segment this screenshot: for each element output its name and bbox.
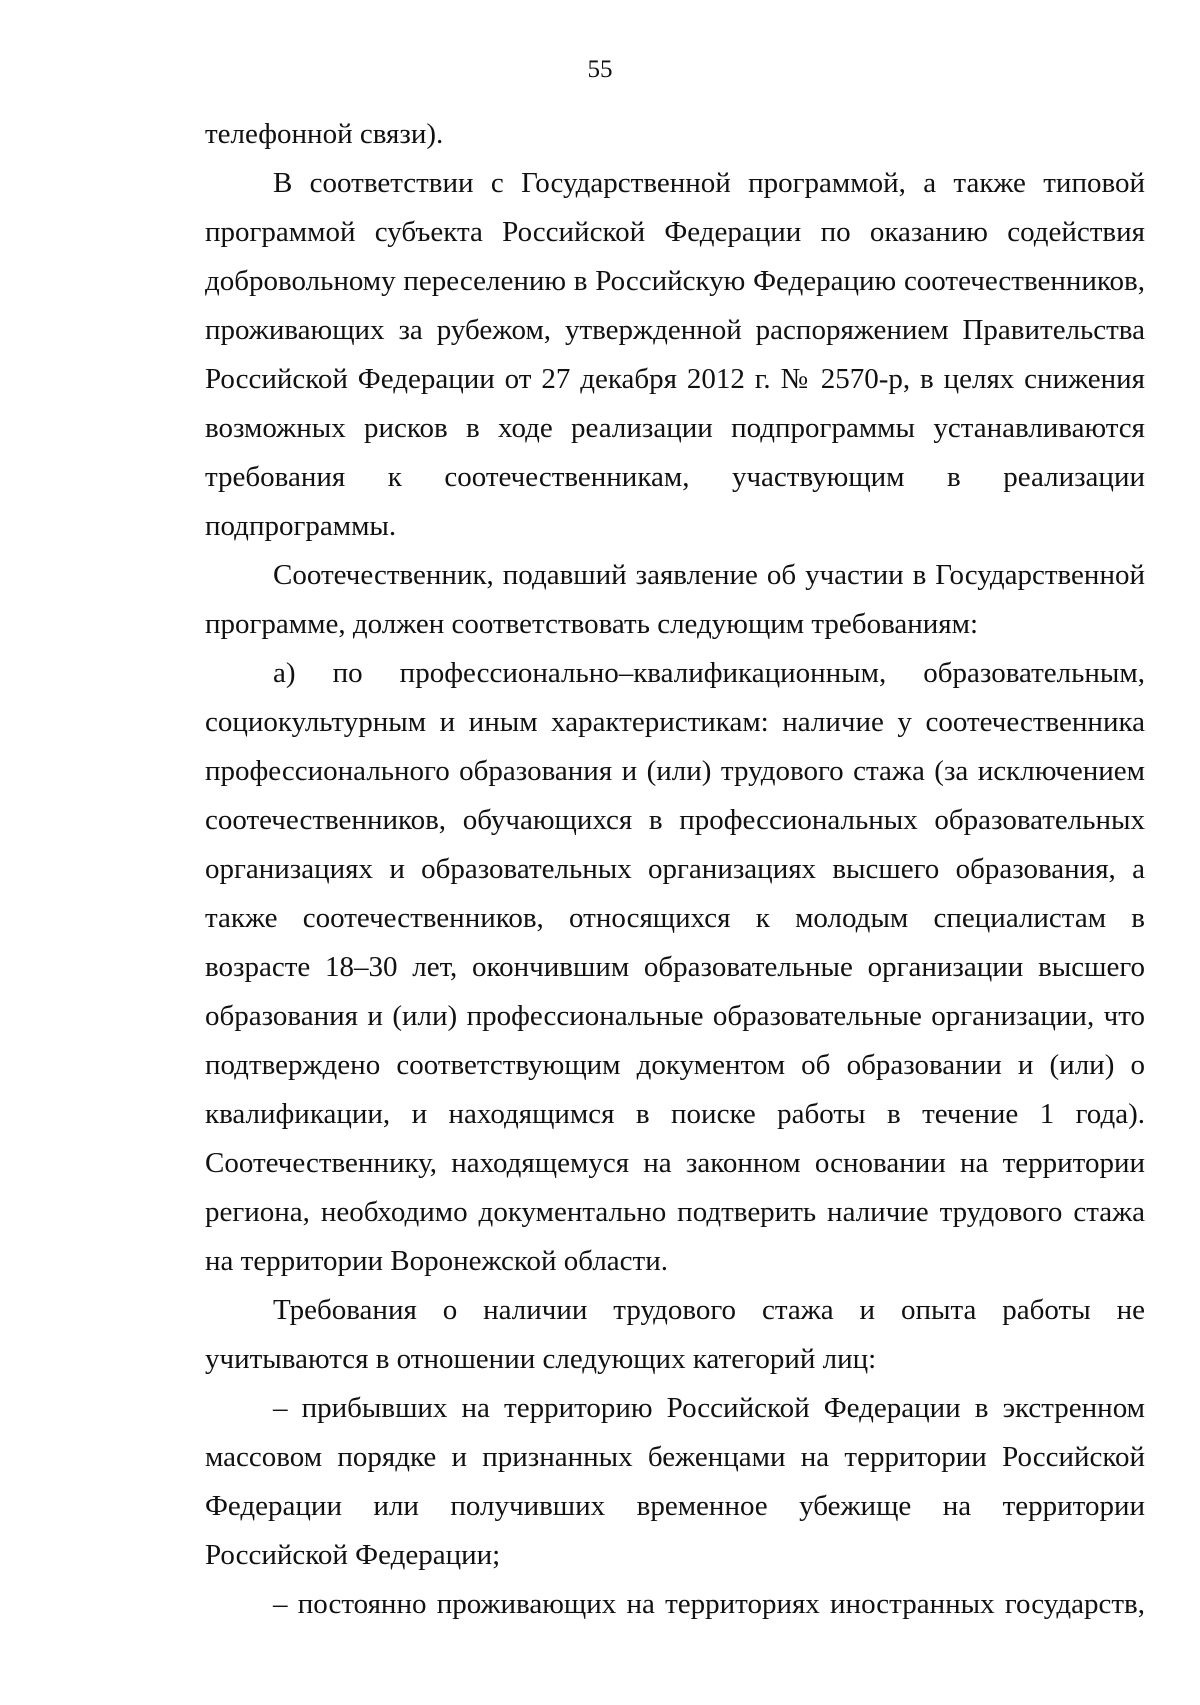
page-number: 55 xyxy=(587,56,613,83)
list-item-foreign-residents: – постоянно проживающих на территориях иностранных государств, xyxy=(273,1588,1145,1620)
body-text xyxy=(205,110,1145,1629)
paragraph-experience-exemptions: Требования о наличии трудового стажа и опыта работы не учитываются в отношении следующих категорий лиц: xyxy=(205,1294,1145,1375)
paragraph-continuation: телефонной связи). xyxy=(205,118,444,150)
paragraph-qualification-criteria: а) по профессионально–квалификационным, образовательным, социокультурным и иным характеристикам: наличие у соотечественника профессионального образования и (или) трудового стажа (за исключением соотечественников, обучающихся в профессиональных образовательных организациях и образовательных организациях высшего образования, а также соотечественников, относящихся к молодым специалистам в возрасте 18–30 лет, окончившим образовательные организации высшего образования и (или) профессиональные образовательные организации, что подтверждено соответствующим документом об образовании и (или) о квалификации, и находящимся в поиске работы в течение 1 года). Соотечественнику, находящемуся на законном основании на территории региона, необходимо документально подтверить наличие трудового стажа на территории Воронежской области. xyxy=(205,657,1145,1277)
paragraph-compatriot-requirements: Соотечественник, подавший заявление об участии в Государственной программе, должен соответствовать следующим требованиям: xyxy=(205,559,1145,640)
paragraph-program-requirements: В соответствии с Государственной программой, а также типовой программой субъекта Российской Федерации по оказанию содействия добровольному переселению в Российскую Федерацию соотечественников, проживающих за рубежом, утвержденной распоряжением Правительства Российской Федерации от 27 декабря 2012 г. № 2570-р, в целях снижения возможных рисков в ходе реализации подпрограммы устанавливаются требования к соотечественникам, участвующим в реализации подпрограммы. xyxy=(205,167,1145,542)
list-item-refugees: – прибывших на территорию Российской Федерации в экстренном массовом порядке и признанных беженцами на территории Российской Федерации или получивших временное убежище на территории Российской Федерации; xyxy=(205,1392,1145,1571)
